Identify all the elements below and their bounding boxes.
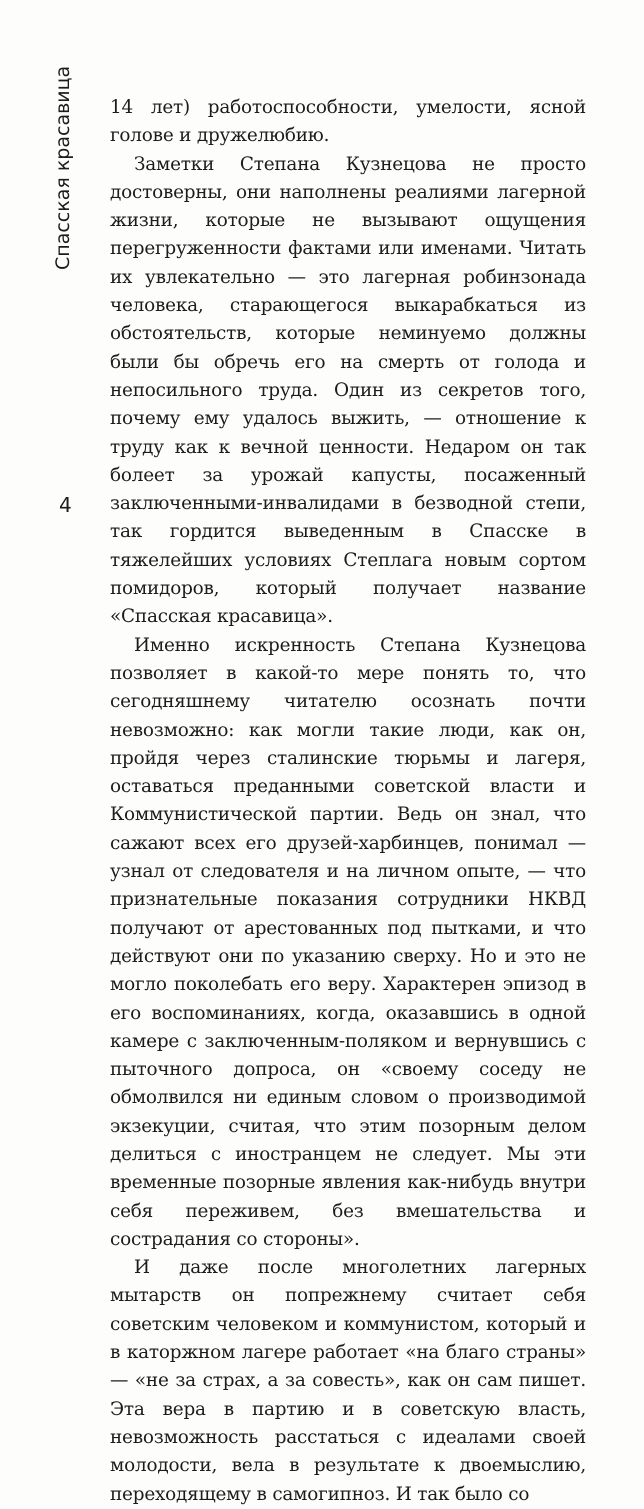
paragraph: И даже после многолетних лагерных мытарств он попрежнему считает себя советским человеком и коммунистом, который и в каторжном лагере работает «на благо страны» — «не за страх, а за совесть», как он сам пишет. Эта вера в партию и в советскую власть, невозможность расстаться с идеалами своей молодости, вела в результате к двоемыслию, переходящему в самогипноз. И так было со bbox=[110, 1257, 586, 1505]
body-text bbox=[110, 94, 586, 1509]
paragraph: Заметки Степана Кузнецова не просто достоверны, они наполнены реалиями лагерной жизни, которые не вызывают ощущения перегруженности фактами или именами. Читать их увлекательно — это лагерная робинзонада человека, старающегося выкарабкаться из обстоятельств, которые неминуемо должны были бы обречь его на смерть от голода и непосильного труда. Один из секретов того, почему ему удалось выжить, — отношение к труду как к вечной ценности. Недаром он так болеет за урожай капусты, посаженный заключенными-инвалидами в безводной степи, так гордится выведенным в Спасске в тяжелейших условиях Степлага новым сортом помидоров, который получает название «Спасская красавица». bbox=[110, 153, 586, 628]
running-title: Спасская красавица bbox=[52, 65, 74, 270]
paragraph-continued: 14 лет) работоспособности, умелости, ясной голове и дружелюбию. bbox=[110, 97, 586, 147]
page-number: 4 bbox=[59, 493, 72, 517]
paragraph: Именно искренность Степана Кузнецова позволяет в какой-то мере понять то, что сегодняшнему читателю осознать почти невозможно: как могли такие люди, как он, пройдя через сталинские тюрьмы и лагеря, оставаться преданными советской власти и Коммунистической партии. Ведь он знал, что сажают всех его друзей-харбинцев, понимал — узнал от следователя и на личном опыте, — что признательные показания сотрудники НКВД получают от арестованных под пытками, и что действуют они по указанию сверху. Но и это не могло поколебать его веру. Характерен эпизод в его воспоминаниях, когда, оказавшись в одной камере с заключенным-поляком и вернувшись с пыточного допроса, он «своему соседу не обмолвился ни единым словом о производимой экзекуции, считая, что этим позорным делом делиться с иностранцем не следует. Мы эти временные позорные явления как-нибудь внутри себя переживем, без вмешательства и сострадания со стороны». bbox=[110, 634, 586, 1250]
